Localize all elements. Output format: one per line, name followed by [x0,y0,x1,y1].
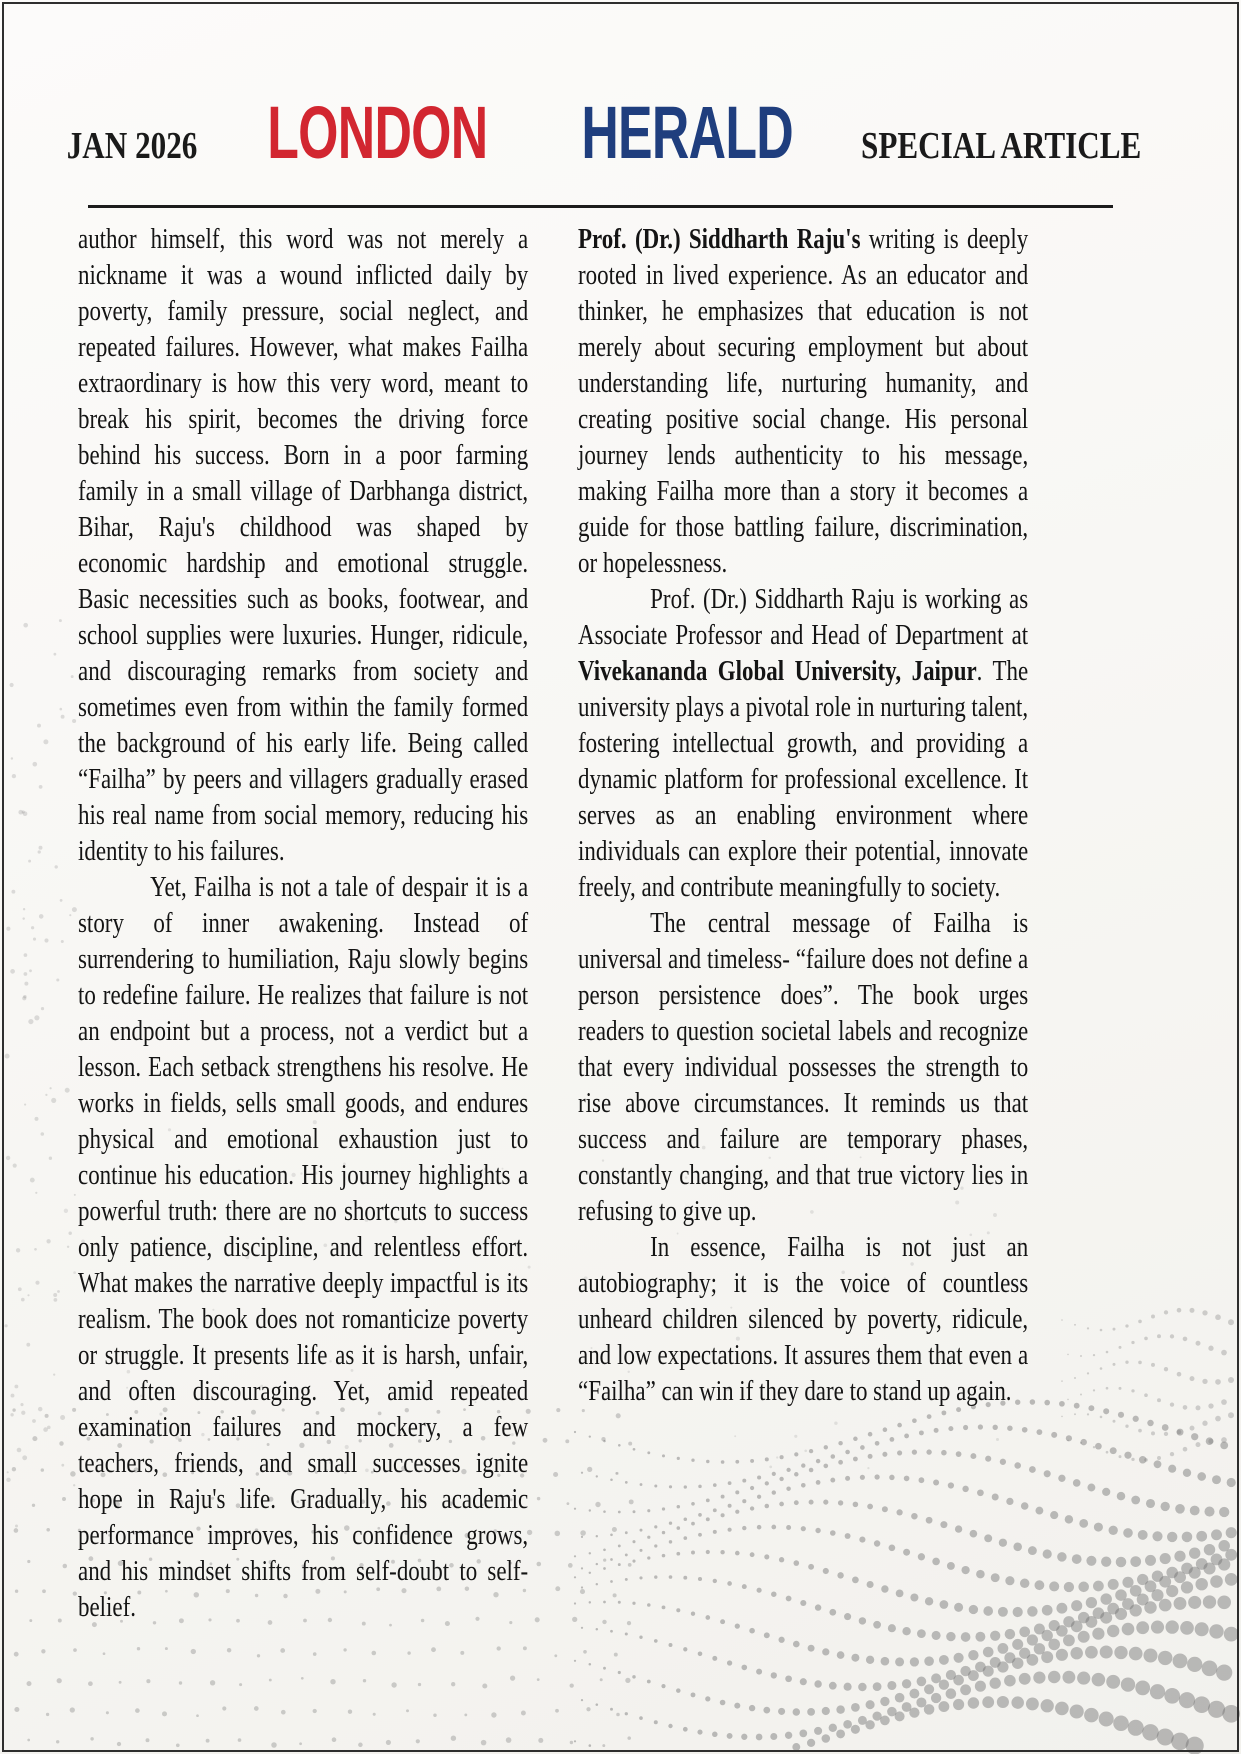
text-segment: Prof. (Dr.) Siddharth Raju is working as Associate Professor and Head of Department at [578,584,1029,651]
masthead [0,91,1241,174]
text-segment: . The university plays a pivotal role in nurturing talent, fostering intellectual growth, and providing a dynamic platform for professional excellence. It serves as an enabling environment where individuals can explore their potential, innovate freely, and contribute meaningfully to society. [578,656,1029,903]
article-column-right [578,222,1028,1410]
issue-date: JAN 2026 [67,125,198,167]
bold-text-segment: Prof. (Dr.) Siddharth Raju's [578,224,861,255]
text-segment: The central message of Failha is universal and timeless- “failure does not define a person persistence does”. The book urges readers to question societal labels and recognize that every individual possesses the strength to rise above circumstances. It reminds us that success and failure are temporary phases, constantly changing, and that true victory lies in refusing to give up. [578,908,1029,1227]
bold-text-segment: Vivekananda Global University, Jaipur [578,656,977,687]
masthead-word-herald: HERALD [581,91,794,174]
masthead-word-london: LONDON [266,91,488,174]
text-segment: In essence, Failha is not just an autobiography; it is the voice of countless unheard children silenced by poverty, ridicule, and low expectations. It assures them that even a “Failha” can win if they dare to stand up again. [578,1232,1029,1407]
article-paragraph [578,222,1028,582]
header-rule [88,205,1113,208]
article-paragraph [578,1230,1028,1410]
article-paragraph [78,870,528,1626]
article-paragraph [578,906,1028,1230]
article-paragraph [78,222,528,870]
text-segment: author himself, this word was not merely a nickname it was a wound inflicted daily by poverty, family pressure, social neglect, and repeated failures. However, what makes Failha extraordinary is how this very word, meant to break his spirit, becomes the driving force behind his success. Born in a poor farming family in a small village of Darbhanga district, Bihar, Raju's childhood was shaped by economic hardship and emotional struggle. Basic necessities such as books, footwear, and school supplies were luxuries. Hunger, ridicule, and discouraging remarks from society and sometimes even from within the family formed the background of his early life. Being called “Failha” by peers and villagers gradually erased his real name from social memory, reducing his identity to his failures. [78,224,529,867]
article-column-left [78,222,528,1626]
section-tag: SPECIAL ARTICLE [860,125,1142,167]
text-segment: Yet, Failha is not a tale of despair it is a story of inner awakening. Instead of surrendering to humiliation, Raju slowly begins to redefine failure. He realizes that failure is not an endpoint but a process, not a verdict but a lesson. Each setback strengthens his resolve. He works in fields, sells small goods, and endures physical and emotional exhaustion just to continue his education. His journey highlights a powerful truth: there are no shortcuts to success only patience, discipline, and relentless effort. What makes the narrative deeply impactful is its realism. The book does not romanticize poverty or struggle. It presents life as it is harsh, unfair, and often discouraging. Yet, amid repeated examination failures and mockery, a few teachers, friends, and small successes ignite hope in Raju's life. Gradually, his academic performance improves, his confidence grows, and his mindset shifts from self-doubt to self-belief. [78,872,529,1623]
text-segment: writing is deeply rooted in lived experience. As an educator and thinker, he emphasizes that education is not merely about securing employment but about understanding life, nurturing humanity, and creating positive social change. His personal journey lends authenticity to his message, making Failha more than a story it becomes a guide for those battling failure, discrimination, or hopelessness. [578,224,1029,579]
article-paragraph [578,582,1028,906]
masthead-title [220,91,839,174]
